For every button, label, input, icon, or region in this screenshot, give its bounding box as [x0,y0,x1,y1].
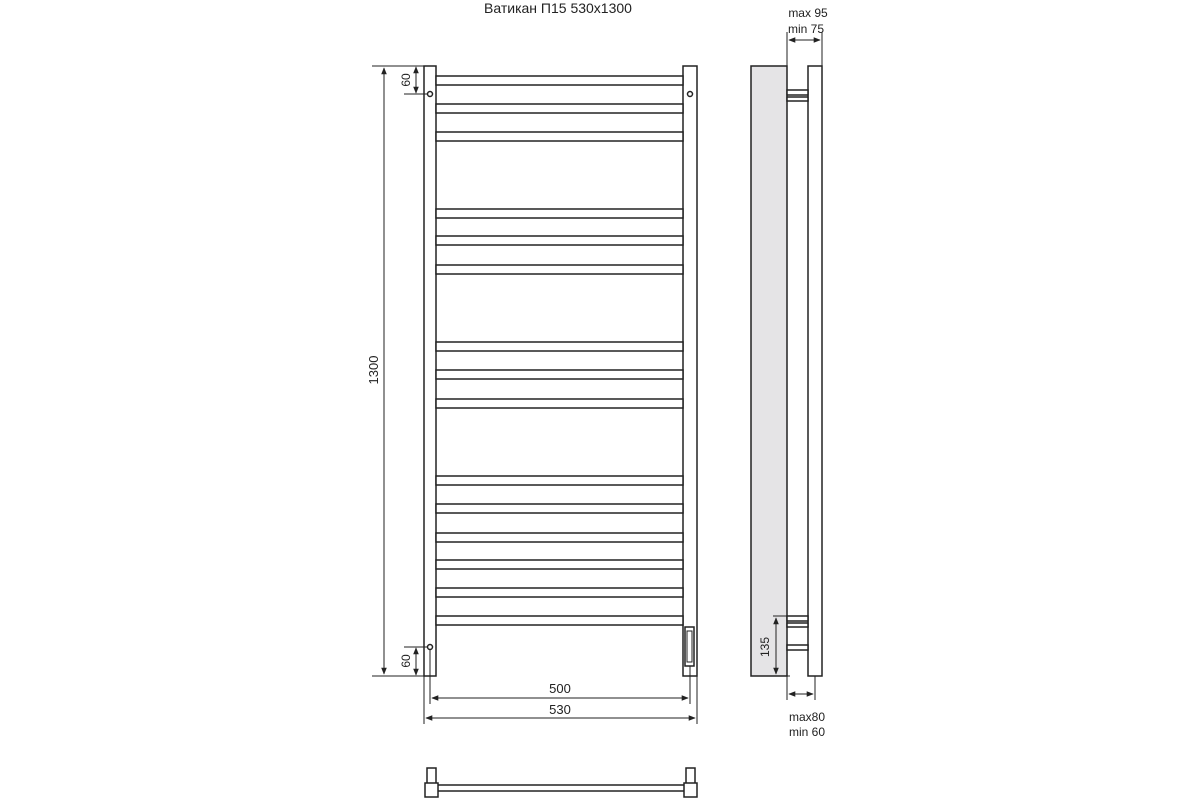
rail-7 [436,342,683,351]
rail-13 [436,560,683,569]
top-depth-min-label: min 75 [787,22,825,36]
rail-14 [436,588,683,597]
bottom-offset-label: 60 [399,654,413,668]
rail-10 [436,476,683,485]
mount-hole-top-right [688,92,693,97]
left-post [424,66,436,676]
rail-5 [436,236,683,245]
mount-hole-bottom-left [428,645,433,650]
top-view-left-post [425,783,438,797]
rail-2 [436,104,683,113]
bottom-depth-min-label: min 60 [788,725,826,739]
bottom-bracket-1 [787,616,808,621]
rail-12 [436,533,683,542]
height-label: 1300 [366,355,381,385]
drawing-title: Ватикан П15 530x1300 [484,0,632,16]
rail-6 [436,265,683,274]
bottom-depth-max-label: max80 [788,710,826,724]
outer-width-label: 530 [549,702,571,717]
right-post [683,66,697,676]
bottom-bracket-2 [787,623,808,627]
side-post [808,66,822,676]
rail-4 [436,209,683,218]
rail-8 [436,370,683,379]
top-bracket-2 [787,97,808,101]
side-view [751,66,822,676]
heating-element-box [685,627,694,666]
bracket-height-label: 135 [758,636,772,658]
top-view-rail [430,785,692,791]
rails-group [436,76,683,625]
dimension-bottom-depth [787,676,815,700]
top-offset-label: 60 [399,73,413,87]
wall-section [751,66,787,676]
top-view [425,768,697,797]
rail-11 [436,504,683,513]
mount-hole-top-left [428,92,433,97]
rail-15 [436,616,683,625]
front-view [424,66,697,676]
dimension-top-depth [787,32,822,66]
rail-1 [436,76,683,85]
top-bracket-1 [787,90,808,95]
inner-width-label: 500 [549,681,571,696]
top-view-right-post [684,783,697,797]
rail-3 [436,132,683,141]
rail-9 [436,399,683,408]
top-depth-max-label: max 95 [788,6,828,20]
bottom-bracket-3 [787,645,808,650]
